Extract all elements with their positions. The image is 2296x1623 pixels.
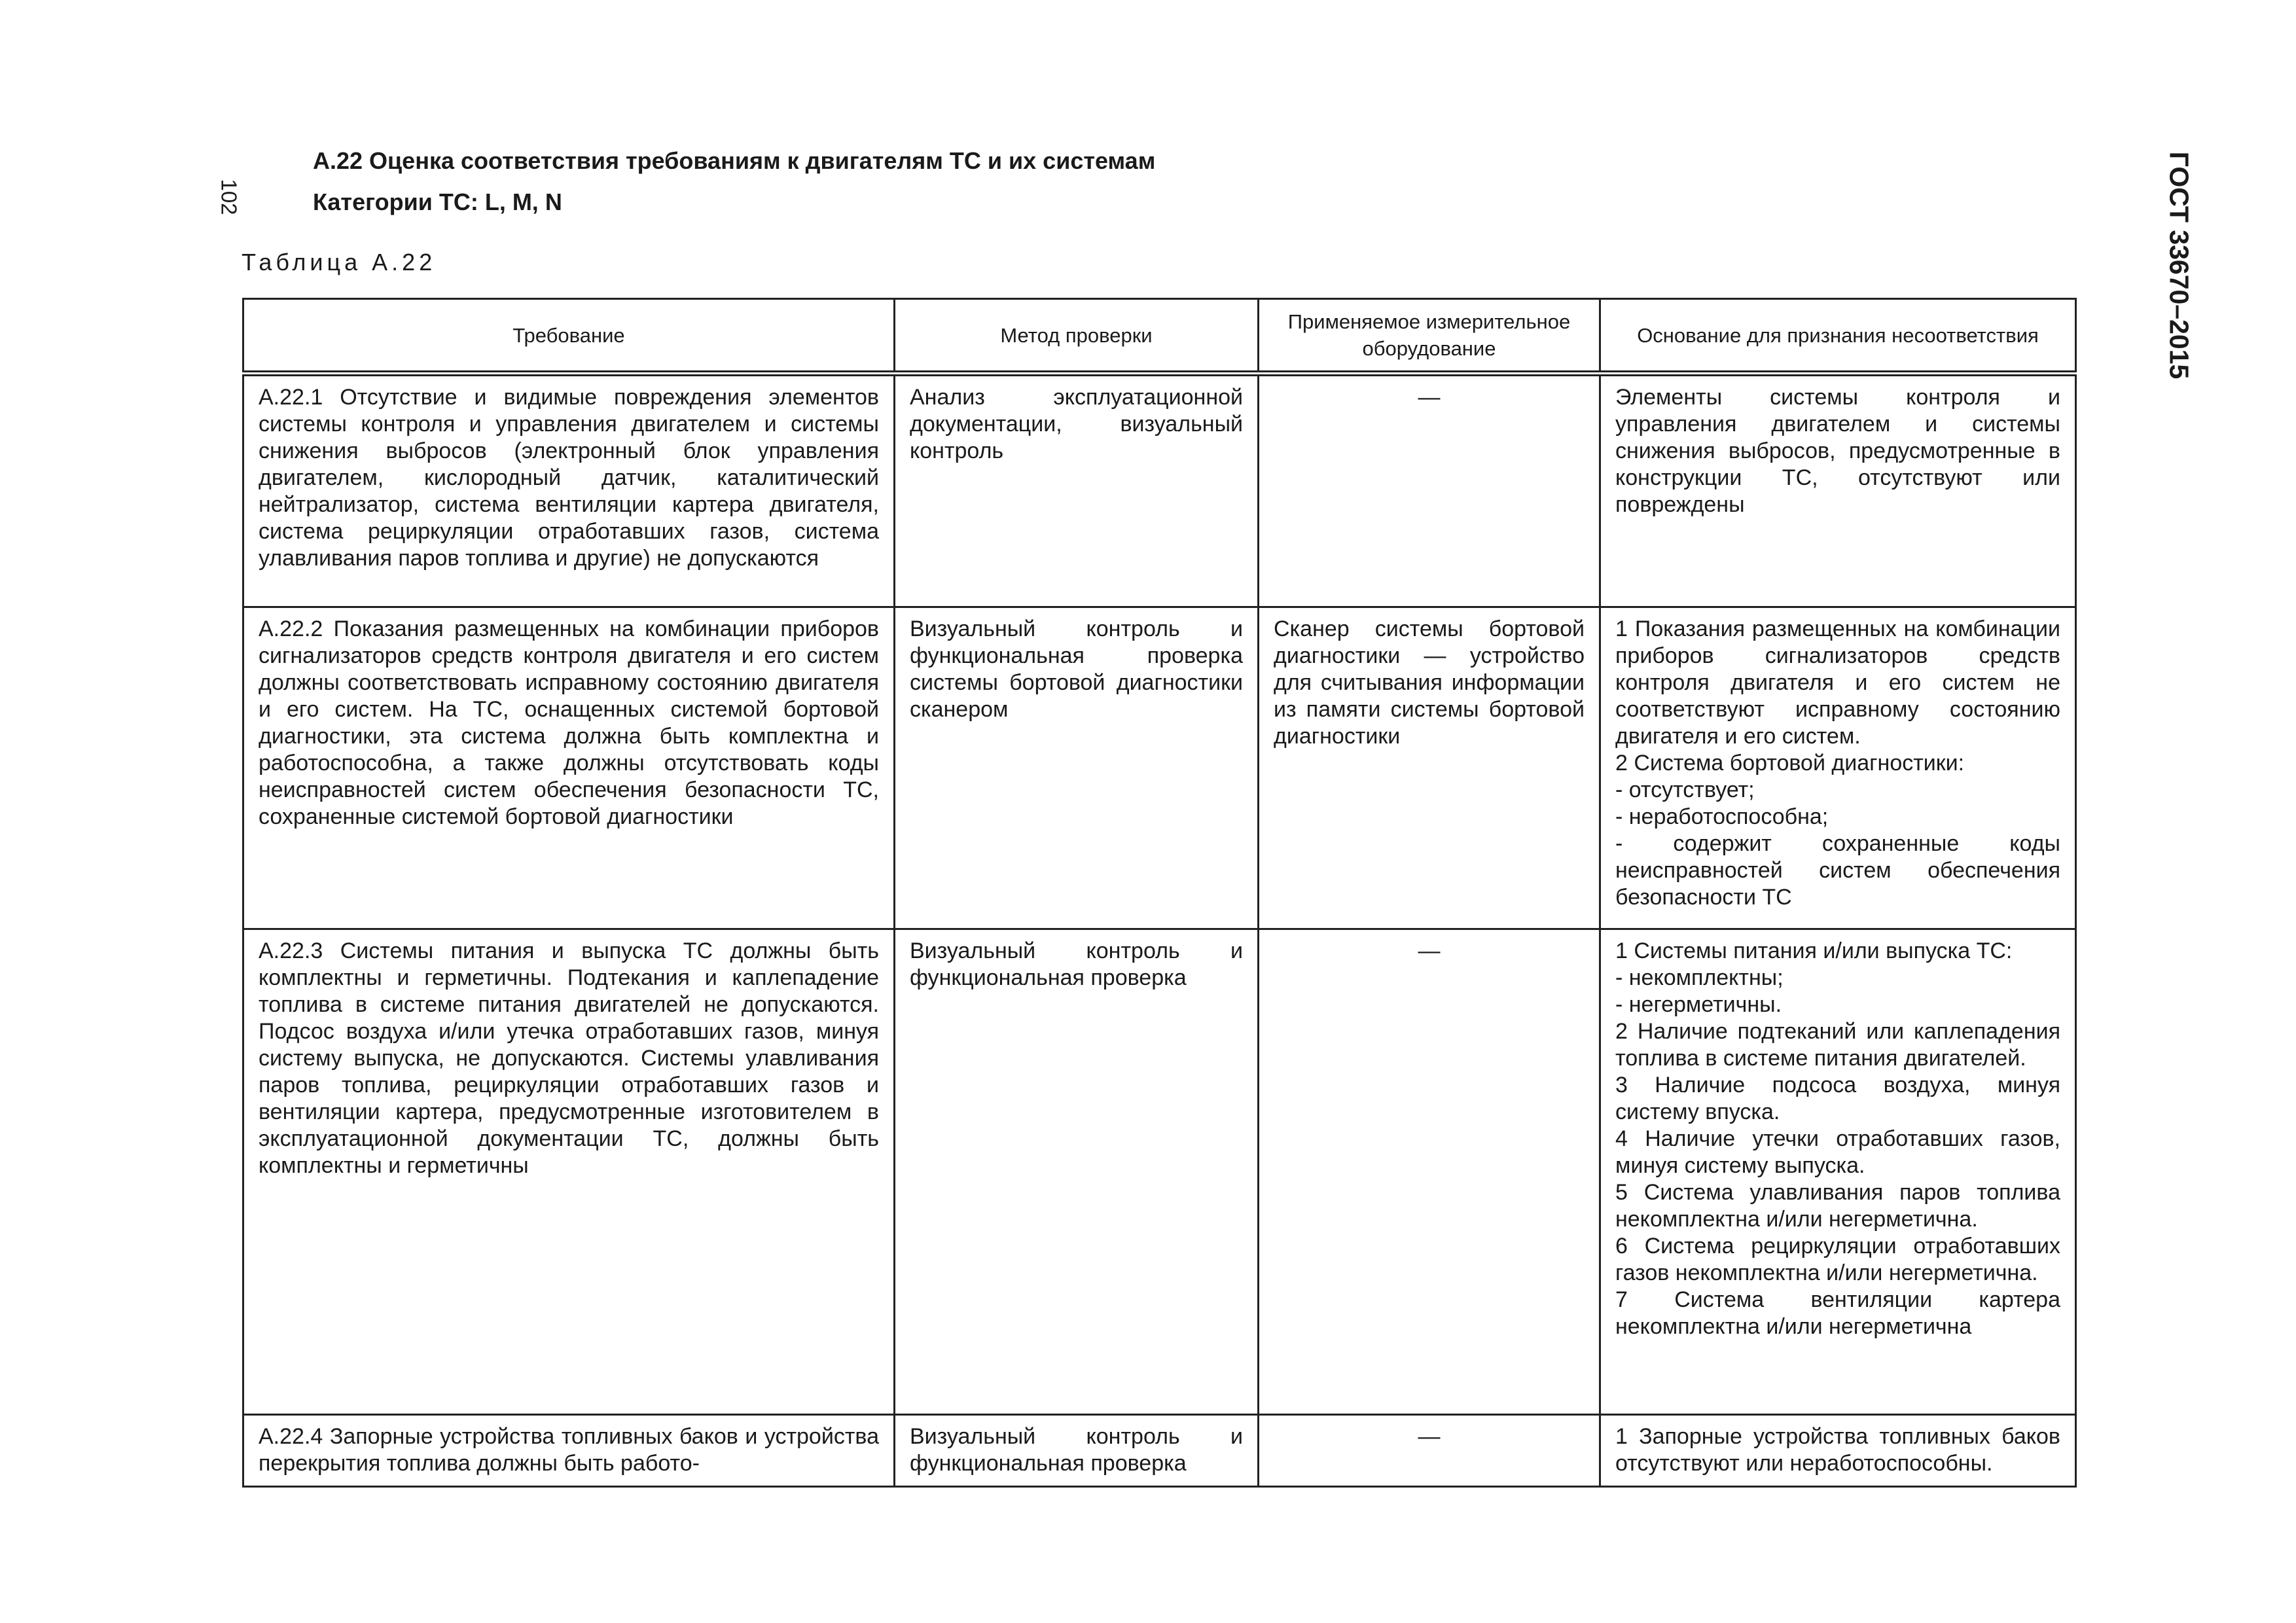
- grounds-line: - негерметичны.: [1615, 992, 1782, 1017]
- grounds-line: 5 Система улавливания паров топлива некомплектна и/или негерметична.: [1615, 1180, 2060, 1232]
- cell-requirement: А.22.3 Системы питания и выпуска ТС должны быть комплектны и герметичны. Подтекания и каплепадение топлива в системе питания двигателей не допускаются. Подсос воздуха и/или утечка отработавших газов, минуя систему выпуска, не допускаются. Системы улавливания паров топлива, рециркуляции отработавших газов и вентиляции картера, предусмотренные изготовителем в эксплуатационной документации ТС, должны быть комплектны и герметичны: [243, 929, 895, 1415]
- table-row: [243, 374, 2076, 607]
- cell-equipment: —: [1259, 374, 1600, 607]
- grounds-line: 1 Запорные устройства топливных баков отсутствуют или неработоспособны.: [1615, 1424, 2060, 1476]
- table-row: [243, 929, 2076, 1415]
- cell-equipment: —: [1259, 1415, 1600, 1487]
- table-row: [243, 1415, 2076, 1487]
- grounds-line: 4 Наличие утечки отработавших газов, минуя систему выпуска.: [1615, 1126, 2060, 1178]
- table-row: [243, 607, 2076, 929]
- cell-requirement: А.22.2 Показания размещенных на комбинации приборов сигнализаторов средств контроля двигателя и его систем должны соответствовать исправному состоянию двигателя и его систем. На ТС, оснащенных системой бортовой диагностики, эта система должна быть комплектна и работоспособна, а также должны отсутствовать коды неисправностей систем обеспечения безопасности ТС, сохраненные системой бортовой диагностики: [243, 607, 895, 929]
- grounds-line: 1 Показания размещенных на комбинации приборов сигнализаторов средств контроля двигателя и его систем не соответствуют исправному состоянию двигателя и его систем.: [1615, 616, 2060, 749]
- grounds-line: 2 Наличие подтеканий или каплепадения топлива в системе питания двигателей.: [1615, 1019, 2060, 1071]
- header-requirement: Требование: [243, 299, 895, 374]
- cell-equipment: —: [1259, 929, 1600, 1415]
- grounds-line: 3 Наличие подсоса воздуха, минуя систему впуска.: [1615, 1073, 2060, 1124]
- cell-equipment: Сканер системы бортовой диагностики — устройство для считывания информации из памяти системы бортовой диагностики: [1259, 607, 1600, 929]
- cell-method: Анализ эксплуатационной документации, визуальный контроль: [895, 374, 1259, 607]
- table-caption: Таблица А.22: [242, 249, 437, 276]
- table-header-row: [243, 299, 2076, 374]
- grounds-line: 7 Система вентиляции картера некомплектна и/или негерметична: [1615, 1287, 2060, 1339]
- cell-grounds: [1600, 1415, 2076, 1487]
- cell-grounds: [1600, 607, 2076, 929]
- vehicle-categories: Категории ТС: L, М, N: [313, 188, 562, 215]
- cell-method: Визуальный контроль и функциональная проверка системы бортовой диагностики сканером: [895, 607, 1259, 929]
- header-equipment: Применяемое измерительное оборудование: [1259, 299, 1600, 374]
- standard-code: ГОСТ 33670–2015: [2164, 151, 2195, 380]
- cell-grounds: [1600, 374, 2076, 607]
- cell-requirement: А.22.1 Отсутствие и видимые повреждения элементов системы контроля и управления двигателем и системы снижения выбросов (электронный блок управления двигателем, кислородный датчик, каталитический нейтрализатор, система вентиляции картера двигателя, система рециркуляции отработавших газов, система улавливания паров топлива и другие) не допускаются: [243, 374, 895, 607]
- grounds-line: 2 Система бортовой диагностики:: [1615, 751, 1965, 776]
- header-method: Метод проверки: [895, 299, 1259, 374]
- cell-requirement: А.22.4 Запорные устройства топливных баков и устройства перекрытия топлива должны быть работо-: [243, 1415, 895, 1487]
- section-title: А.22 Оценка соответствия требованиям к двигателям ТС и их системам: [313, 147, 1156, 174]
- grounds-line: 1 Системы питания и/или выпуска ТС:: [1615, 938, 2013, 963]
- grounds-line: - отсутствует;: [1615, 777, 1755, 802]
- grounds-line: 6 Система рециркуляции отработавших газов некомплектна и/или негерметична.: [1615, 1234, 2060, 1285]
- page-number: 102: [217, 179, 242, 215]
- cell-grounds: [1600, 929, 2076, 1415]
- grounds-line: Элементы системы контроля и управления двигателем и системы снижения выбросов, предусмотренные в конструкции ТС, отсутствуют или повреждены: [1615, 385, 2060, 517]
- header-grounds: Основание для признания несоответствия: [1600, 299, 2076, 374]
- grounds-line: - неработоспособна;: [1615, 804, 1829, 829]
- cell-method: Визуальный контроль и функциональная проверка: [895, 929, 1259, 1415]
- cell-method: Визуальный контроль и функциональная проверка: [895, 1415, 1259, 1487]
- grounds-line: - содержит сохраненные коды неисправностей систем обеспечения безопасности ТС: [1615, 831, 2060, 910]
- requirements-table: [242, 298, 2077, 1488]
- grounds-line: - некомплектны;: [1615, 965, 1784, 990]
